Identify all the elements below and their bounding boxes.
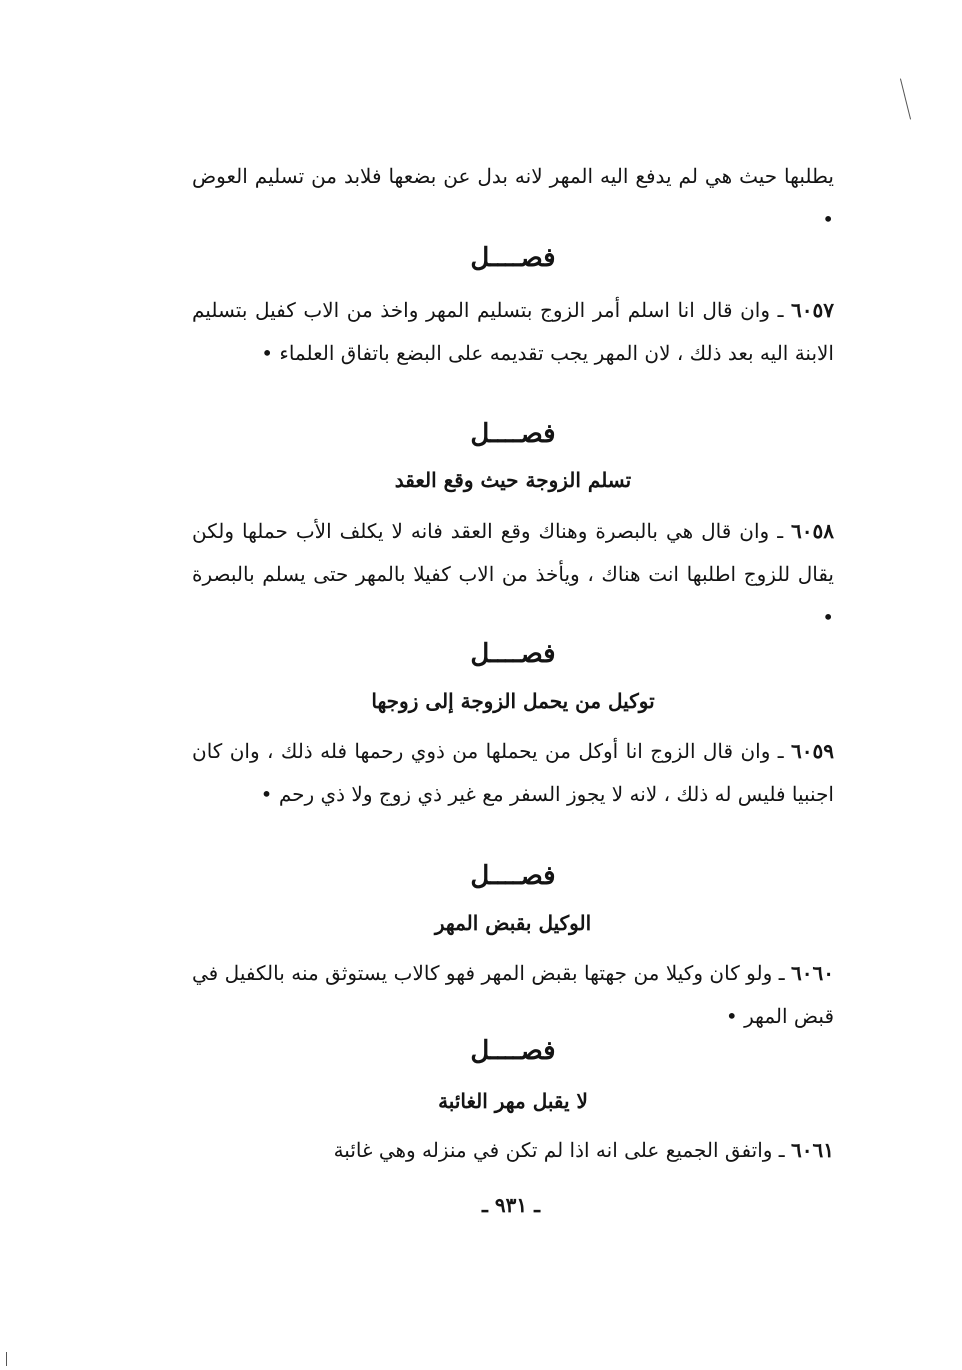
- paragraph-number: ٦٠٦٠: [791, 961, 834, 985]
- paragraph-number: ٦٠٥٩: [791, 739, 835, 763]
- section-subheading: تسلم الزوجة حيث وقع العقد: [394, 468, 632, 492]
- scan-mark-top-right: [900, 79, 911, 120]
- paragraph-number: ٦٠٥٧: [791, 298, 835, 322]
- paragraph-text: ـ وان قال الزوج انا أوكل من يحملها من ذوي رحمها فله ذلك ، وان كان اجنبيا فليس له ذلك ، لانه لا يجوز السفر مع غير ذي زوج ولا ذي رحم •: [192, 739, 834, 806]
- paragraph-text: ـ ولو كان وكيلا من جهتها بقبض المهر فهو كالاب يستوثق منه بالكفيل في قبض المهر •: [192, 961, 834, 1028]
- section-heading-fasl: فصــــل: [470, 243, 556, 273]
- section-subheading: لا يقبل مهر الغائبة: [438, 1089, 588, 1113]
- section-heading-fasl: فصــــل: [470, 861, 556, 891]
- page-number: ـ ٩٣١ ـ: [482, 1193, 540, 1217]
- section-heading-fasl: فصــــل: [470, 419, 556, 449]
- section-heading-fasl: فصــــل: [470, 1036, 556, 1066]
- paragraph-text: ـ وان قال هي بالبصرة وهناك وقع العقد فانه لا يكلف الأب حملها ولكن يقال للزوج اطلبها انت هناك ، ويأخذ من الاب كفيلا بالمهر حتى يسلم بالبصرة •: [192, 519, 835, 629]
- paragraph-6061: [192, 1129, 834, 1172]
- section-heading-fasl: فصــــل: [470, 639, 556, 669]
- paragraph-6059: [192, 730, 834, 816]
- paragraph-number: ٦٠٦١: [791, 1138, 834, 1162]
- section-subheading: الوكيل بقبض المهر: [434, 911, 592, 935]
- paragraph-6057: [192, 289, 834, 375]
- paragraph-text: ـ واتفق الجميع على انه اذا لم تكن في منزله وهي غائبة: [333, 1138, 785, 1162]
- scan-mark-bottom-left: [6, 1352, 7, 1366]
- paragraph-number: ٦٠٥٨: [791, 519, 835, 543]
- section-subheading: توكيل من يحمل الزوجة إلى زوجها: [371, 689, 655, 713]
- paragraph-6058: [192, 510, 834, 639]
- paragraph-text: ـ وان قال انا اسلم أمر الزوج بتسليم المهر واخذ من الاب كفيل بتسليم الابنة اليه بعد ذلك ، لان المهر يجب تقديمه على البضع باتفاق العلماء •: [192, 298, 834, 365]
- paragraph-continuation: يطلبها حيث هي لم يدفع اليه المهر لانه بدل عن بضعها فلابد من تسليم العوض •: [192, 164, 835, 231]
- paragraph-6060: [192, 952, 834, 1038]
